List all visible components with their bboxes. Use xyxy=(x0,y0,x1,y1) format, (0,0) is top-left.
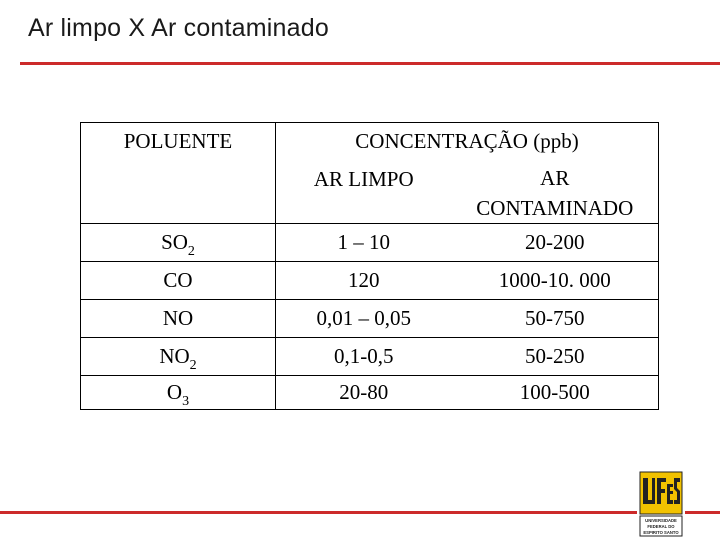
logo-caption-2: FEDERAL DO xyxy=(647,524,675,529)
header-contaminated-air xyxy=(452,161,659,224)
header-pollutant: POLUENTE xyxy=(81,123,276,224)
row-contaminated-value: 20-200 xyxy=(452,224,659,262)
pollutant-name: NO xyxy=(162,306,194,330)
row-contaminated-value: 50-250 xyxy=(452,338,659,376)
footer-divider xyxy=(0,511,720,514)
row-clean-value: 120 xyxy=(276,262,452,300)
row-pollutant xyxy=(81,300,276,338)
ufes-logo-icon xyxy=(637,470,685,538)
row-pollutant xyxy=(81,224,276,262)
row-contaminated-value: 50-750 xyxy=(452,300,659,338)
logo-caption-1: UNIVERSIDADE xyxy=(645,518,677,523)
row-clean-value: 20-80 xyxy=(276,376,452,410)
row-clean-value: 0,01 – 0,05 xyxy=(276,300,452,338)
logo-caption-3: ESPIRITO SANTO xyxy=(643,530,679,535)
title-divider xyxy=(20,62,720,65)
header-contaminated-line2: CONTAMINADO xyxy=(476,195,634,220)
pollutant-subscript: 2 xyxy=(187,244,195,259)
row-contaminated-value: 1000-10. 000 xyxy=(452,262,659,300)
pollutant-subscript: 3 xyxy=(182,394,190,409)
pollutant-table xyxy=(80,122,659,410)
pollutant-name: O xyxy=(166,380,183,404)
header-contaminated-line1: AR xyxy=(540,165,570,190)
slide-title: Ar limpo X Ar contaminado xyxy=(28,14,329,42)
row-pollutant xyxy=(81,262,276,300)
pollutant-name: SO xyxy=(161,230,188,254)
header-concentration: CONCENTRAÇÃO (ppb) xyxy=(276,123,659,161)
row-pollutant xyxy=(81,338,276,376)
row-clean-value: 1 – 10 xyxy=(276,224,452,262)
pollutant-subscript: 2 xyxy=(189,358,197,373)
row-contaminated-value: 100-500 xyxy=(452,376,659,410)
row-pollutant xyxy=(81,376,276,410)
header-clean-air: AR LIMPO xyxy=(276,161,452,224)
row-clean-value: 0,1-0,5 xyxy=(276,338,452,376)
pollutant-name: CO xyxy=(163,268,193,292)
pollutant-name: NO xyxy=(159,344,190,368)
